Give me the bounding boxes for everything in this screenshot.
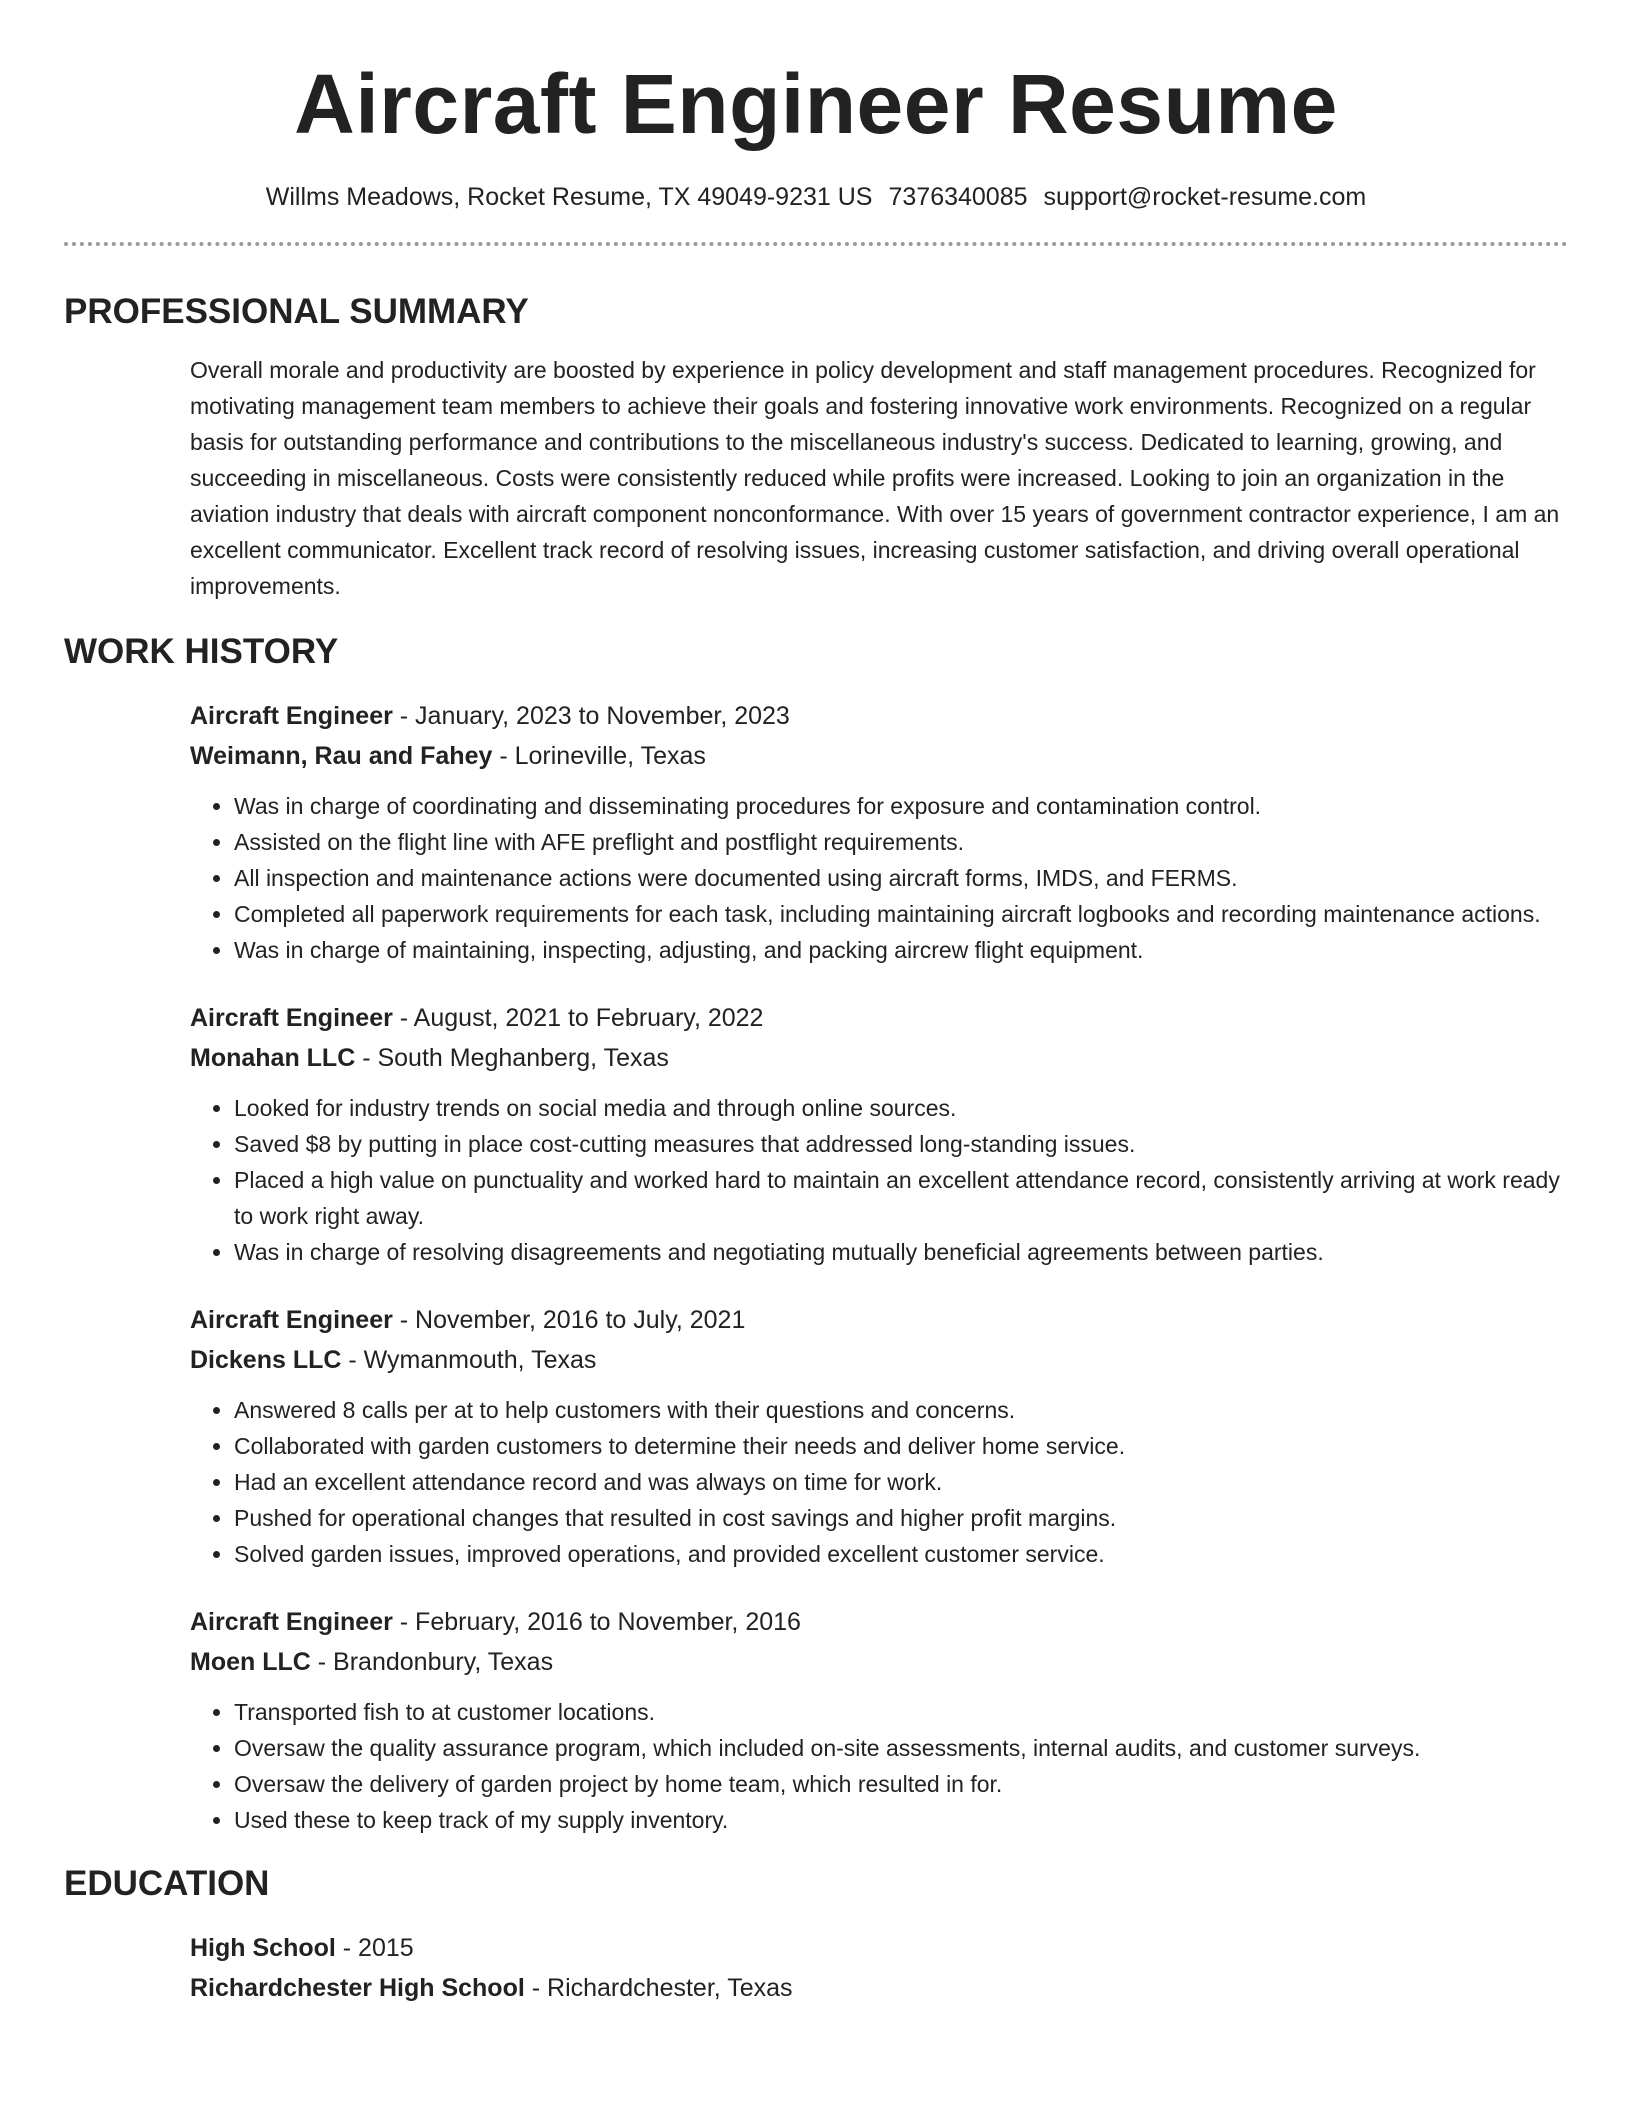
job-location: - Lorineville, Texas: [492, 742, 706, 770]
job-title-line: [190, 696, 1560, 736]
education-year: - 2015: [335, 1934, 414, 1962]
job-company: Dickens LLC: [190, 1346, 342, 1374]
job-dates: - February, 2016 to November, 2016: [392, 1608, 801, 1636]
job-company-line: [190, 1340, 1560, 1380]
summary-section: [190, 352, 1560, 604]
job-location: - Brandonbury, Texas: [310, 1648, 554, 1676]
job-bullet: • Used these to keep track of my supply inventory.: [234, 1802, 1560, 1838]
job-bullet: • Pushed for operational changes that resulted in cost savings and higher profit margins.: [234, 1500, 1560, 1536]
job-location: - Wymanmouth, Texas: [341, 1346, 597, 1374]
contact-email: support@rocket-resume.com: [1043, 183, 1367, 211]
job-bullets: [190, 1694, 1560, 1838]
job-bullet: • Was in charge of coordinating and disseminating procedures for exposure and contamination control.: [234, 788, 1560, 824]
job-bullet: • Was in charge of resolving disagreements and negotiating mutually beneficial agreements between parties.: [234, 1234, 1560, 1270]
job-title: Aircraft Engineer: [190, 1306, 393, 1334]
job-title: Aircraft Engineer: [190, 1608, 393, 1636]
resume-title: Aircraft Engineer Resume: [294, 57, 1338, 151]
job-company: Weimann, Rau and Fahey: [190, 742, 493, 770]
job-company: Moen LLC: [190, 1648, 311, 1676]
job-dates: - January, 2023 to November, 2023: [392, 702, 790, 730]
job-bullet: • Had an excellent attendance record and was always on time for work.: [234, 1464, 1560, 1500]
education-school-line: [190, 1968, 1560, 2008]
job-title-line: [190, 1300, 1560, 1340]
job-bullet: • Saved $8 by putting in place cost-cutting measures that addressed long-standing issues.: [234, 1126, 1560, 1162]
job-entry: [190, 1602, 1560, 1838]
summary-heading: PROFESSIONAL SUMMARY: [64, 292, 529, 331]
job-bullets: [190, 1090, 1560, 1270]
job-dates: - August, 2021 to February, 2022: [392, 1004, 764, 1032]
job-title: Aircraft Engineer: [190, 702, 393, 730]
job-bullet: • Was in charge of maintaining, inspecting, adjusting, and packing aircrew flight equipment.: [234, 932, 1560, 968]
work-history-heading: WORK HISTORY: [64, 632, 339, 671]
job-bullet: • Oversaw the delivery of garden project by home team, which resulted in for.: [234, 1766, 1560, 1802]
job-title: Aircraft Engineer: [190, 1004, 393, 1032]
job-company-line: [190, 1038, 1560, 1078]
job-bullet: • Completed all paperwork requirements for each task, including maintaining aircraft logbooks and recording maintenance actions.: [234, 896, 1560, 932]
job-bullet: • Assisted on the flight line with AFE preflight and postflight requirements.: [234, 824, 1560, 860]
education-school: Richardchester High School: [190, 1974, 525, 2002]
education-section: [190, 1928, 1560, 2008]
job-bullets: [190, 788, 1560, 968]
job-bullet: • Oversaw the quality assurance program, which included on-site assessments, internal audits, and customer surveys.: [234, 1730, 1560, 1766]
job-title-line: [190, 998, 1560, 1038]
resume-page: [64, 0, 1568, 2008]
job-entry: [190, 1300, 1560, 1572]
job-company: Monahan LLC: [190, 1044, 356, 1072]
education-degree: High School: [190, 1934, 336, 1962]
job-bullet: • All inspection and maintenance actions were documented using aircraft forms, IMDS, and FERMS.: [234, 860, 1560, 896]
education-location: - Richardchester, Texas: [524, 1974, 793, 2002]
job-entry: [190, 696, 1560, 968]
job-bullets: [190, 1392, 1560, 1572]
job-bullet: • Collaborated with garden customers to determine their needs and deliver home service.: [234, 1428, 1560, 1464]
contact-address: Willms Meadows, Rocket Resume, TX 49049-9231 US: [265, 183, 873, 211]
summary-text: Overall morale and productivity are boosted by experience in policy development and staff management procedures. Recognized for motivating management team members to achieve their goals and fostering innovative work environments. Recognized on a regular basis for outstanding performance and contributions to the miscellaneous industry's success. Dedicated to learning, growing, and succeeding in miscellaneous. Costs were consistently reduced while profits were increased. Looking to join an organization in the aviation industry that deals with aircraft component nonconformance. With over 15 years of government contractor experience, I am an excellent communicator. Excellent track record of resolving issues, increasing customer satisfaction, and driving overall operational improvements.: [190, 357, 1560, 599]
job-bullet: • Placed a high value on punctuality and worked hard to maintain an excellent attendance record, consistently arriving at work ready to work right away.: [234, 1162, 1560, 1234]
job-entry: [190, 998, 1560, 1270]
job-bullet: • Looked for industry trends on social media and through online sources.: [234, 1090, 1560, 1126]
job-dates: - November, 2016 to July, 2021: [392, 1306, 746, 1334]
job-company-line: [190, 736, 1560, 776]
contact-phone: 7376340085: [888, 183, 1028, 211]
job-bullet: • Transported fish to at customer locations.: [234, 1694, 1560, 1730]
contact-line: [64, 180, 1568, 214]
education-degree-line: [190, 1928, 1560, 1968]
education-heading: EDUCATION: [64, 1864, 270, 1903]
job-title-line: [190, 1602, 1560, 1642]
header-divider: [64, 242, 1568, 246]
work-history-section: [190, 696, 1560, 1838]
job-location: - South Meghanberg, Texas: [355, 1044, 669, 1072]
job-bullet: • Answered 8 calls per at to help customers with their questions and concerns.: [234, 1392, 1560, 1428]
job-bullet: • Solved garden issues, improved operations, and provided excellent customer service.: [234, 1536, 1560, 1572]
job-company-line: [190, 1642, 1560, 1682]
